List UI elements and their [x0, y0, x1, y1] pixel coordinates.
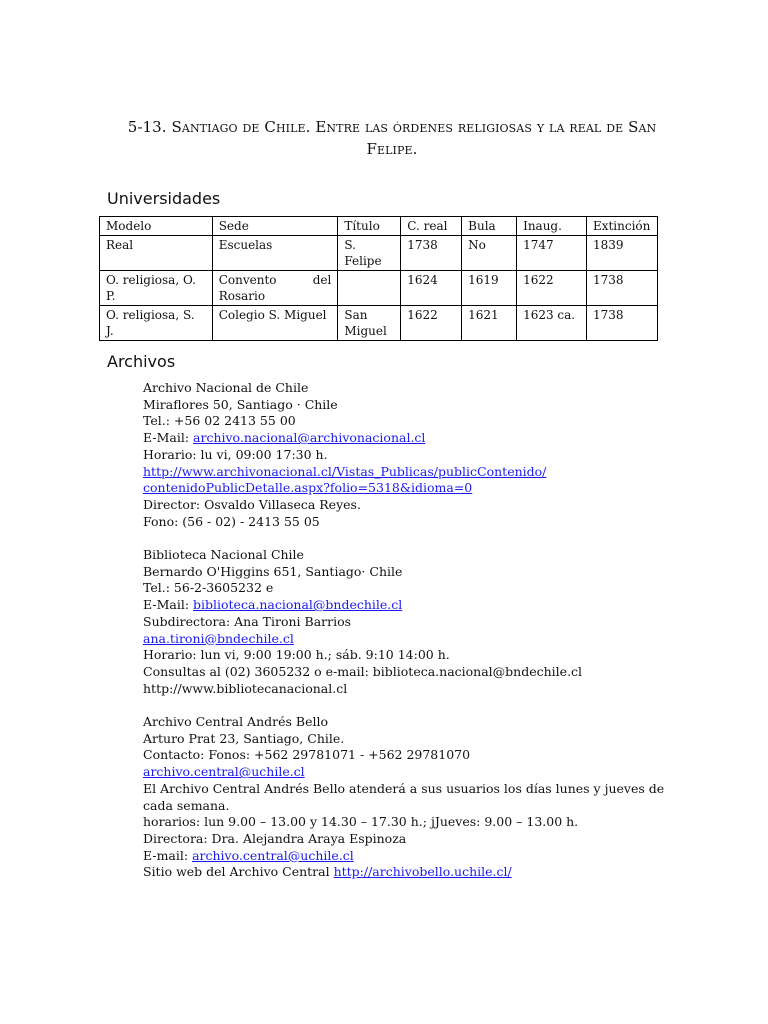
- table-cell: [338, 271, 401, 306]
- table-cell: O. religiosa, O. P.: [100, 271, 213, 306]
- entry-line: [143, 464, 673, 481]
- entry-line: [143, 447, 673, 464]
- entry-text: El Archivo Central Andrés Bello atenderá a sus usuarios los días lunes y jueves de cada semana.: [143, 780, 665, 813]
- table-cell: 1747: [517, 236, 587, 271]
- header-cell: Inaug.: [517, 217, 587, 236]
- entry-link[interactable]: http://archivobello.uchile.cl/: [333, 864, 512, 880]
- title-line-2: Felipe.: [366, 140, 418, 158]
- table-cell: Escuelas: [212, 236, 338, 271]
- entry-line: [143, 647, 673, 664]
- header-cell: Título: [338, 217, 401, 236]
- entry-line: [143, 413, 673, 430]
- entry-line: [143, 564, 673, 581]
- entry-line: [143, 747, 673, 764]
- header-cell: Extinción: [586, 217, 657, 236]
- entry-line: [143, 597, 673, 614]
- entry-text: Subdirectora: Ana Tironi Barrios: [143, 613, 352, 629]
- table-cell: San Miguel: [338, 306, 401, 341]
- entry-link[interactable]: contenidoPublicDetalle.aspx?folio=5318&idioma=0: [143, 480, 473, 496]
- title-line-1: 5-13. Santiago de Chile. Entre las órdenes religiosas y la real de San: [127, 118, 657, 136]
- entry-text: Horario: lun vi, 9:00 19:00 h.; sáb. 9:10 14:00 h.: [143, 647, 450, 663]
- entry-text: Directora: Dra. Alejandra Araya Espinoza: [143, 830, 407, 846]
- header-cell: Sede: [212, 217, 338, 236]
- header-cell: C. real: [401, 217, 462, 236]
- entry-text: Director: Osvaldo Villaseca Reyes.: [143, 496, 361, 512]
- entry-text: Tel.: 56-2-3605232 e: [143, 580, 274, 596]
- entry-text: Bernardo O'Higgins 651, Santiago· Chile: [143, 563, 403, 579]
- table-cell: 1622: [401, 306, 462, 341]
- table-cell: 1738: [586, 271, 657, 306]
- entry-line: [143, 631, 673, 648]
- entry-text: horarios: lun 9.00 – 13.00 y 14.30 – 17.30 h.; jJueves: 9.00 – 13.00 h.: [143, 814, 579, 830]
- entry-line: [143, 831, 673, 848]
- entry-line: [143, 781, 673, 814]
- table-cell: 1621: [462, 306, 517, 341]
- table-cell: 1622: [517, 271, 587, 306]
- entry-line: [143, 664, 673, 681]
- table-cell: Real: [100, 236, 213, 271]
- entry-line: [143, 764, 673, 781]
- entry-text: Contacto: Fonos: +562 29781071 - +562 29781070: [143, 747, 471, 763]
- table-cell: No: [462, 236, 517, 271]
- table-cell: 1623 ca.: [517, 306, 587, 341]
- entry-text: http://www.bibliotecanacional.cl: [143, 680, 348, 696]
- entry-label: E-Mail:: [143, 430, 194, 446]
- table-cell: 1624: [401, 271, 462, 306]
- table-header-row: [100, 217, 658, 236]
- table-row: [100, 306, 658, 341]
- entry-line: [143, 864, 673, 881]
- entry-line: [143, 580, 673, 597]
- archives-list: [143, 380, 673, 898]
- entry-text: Miraflores 50, Santiago · Chile: [143, 396, 338, 412]
- table-cell: O. religiosa, S. J.: [100, 306, 213, 341]
- page-title: [100, 116, 684, 160]
- universities-table: [99, 216, 658, 341]
- header-cell: Bula: [462, 217, 517, 236]
- entry-line: [143, 430, 673, 447]
- entry-link[interactable]: archivo.nacional@archivonacional.cl: [193, 430, 426, 446]
- table-cell: 1839: [586, 236, 657, 271]
- entry-line: [143, 514, 673, 531]
- entry-line: [143, 480, 673, 497]
- table-cell: 1619: [462, 271, 517, 306]
- entry-link[interactable]: ana.tironi@bndechile.cl: [143, 630, 294, 646]
- entry-text: Arturo Prat 23, Santiago, Chile.: [143, 730, 345, 746]
- archive-entry: [143, 380, 673, 530]
- entry-line: [143, 714, 673, 731]
- entry-link[interactable]: archivo.central@uchile.cl: [143, 764, 305, 780]
- entry-label: E-mail:: [143, 847, 193, 863]
- entry-text: Tel.: +56 02 2413 55 00: [143, 413, 296, 429]
- table-row: [100, 271, 658, 306]
- archive-entry: [143, 714, 673, 881]
- table-cell: Colegio S. Miguel: [212, 306, 338, 341]
- entry-label: E-Mail:: [143, 597, 194, 613]
- entry-link[interactable]: http://www.archivonacional.cl/Vistas_Publicas/publicContenido/: [143, 463, 547, 479]
- table-cell: Convento del Rosario: [212, 271, 338, 306]
- entry-label: Sitio web del Archivo Central: [143, 864, 334, 880]
- entry-line: [143, 614, 673, 631]
- header-cell: Modelo: [100, 217, 213, 236]
- entry-line: [143, 681, 673, 698]
- entry-line: [143, 397, 673, 414]
- entry-link[interactable]: biblioteca.nacional@bndechile.cl: [193, 597, 403, 613]
- universities-heading: Universidades: [107, 189, 221, 208]
- entry-line: [143, 848, 673, 865]
- entry-line: [143, 731, 673, 748]
- entry-text: Biblioteca Nacional Chile: [143, 547, 304, 563]
- entry-text: Archivo Nacional de Chile: [143, 380, 309, 395]
- archives-heading: Archivos: [107, 352, 176, 371]
- entry-line: [143, 547, 673, 564]
- entry-link[interactable]: archivo.central@uchile.cl: [192, 847, 354, 863]
- entry-text: Consultas al (02) 3605232 o e-mail: biblioteca.nacional@bndechile.cl: [143, 663, 583, 679]
- entry-text: Fono: (56 - 02) - 2413 55 05: [143, 513, 320, 529]
- entry-line: [143, 380, 673, 397]
- table-cell: S. Felipe: [338, 236, 401, 271]
- archive-entry: [143, 547, 673, 697]
- table-cell: 1738: [401, 236, 462, 271]
- entry-text: Horario: lu vi, 09:00 17:30 h.: [143, 446, 328, 462]
- entry-line: [143, 814, 673, 831]
- entry-text: Archivo Central Andrés Bello: [143, 714, 328, 730]
- entry-line: [143, 497, 673, 514]
- table-cell: 1738: [586, 306, 657, 341]
- table-row: [100, 236, 658, 271]
